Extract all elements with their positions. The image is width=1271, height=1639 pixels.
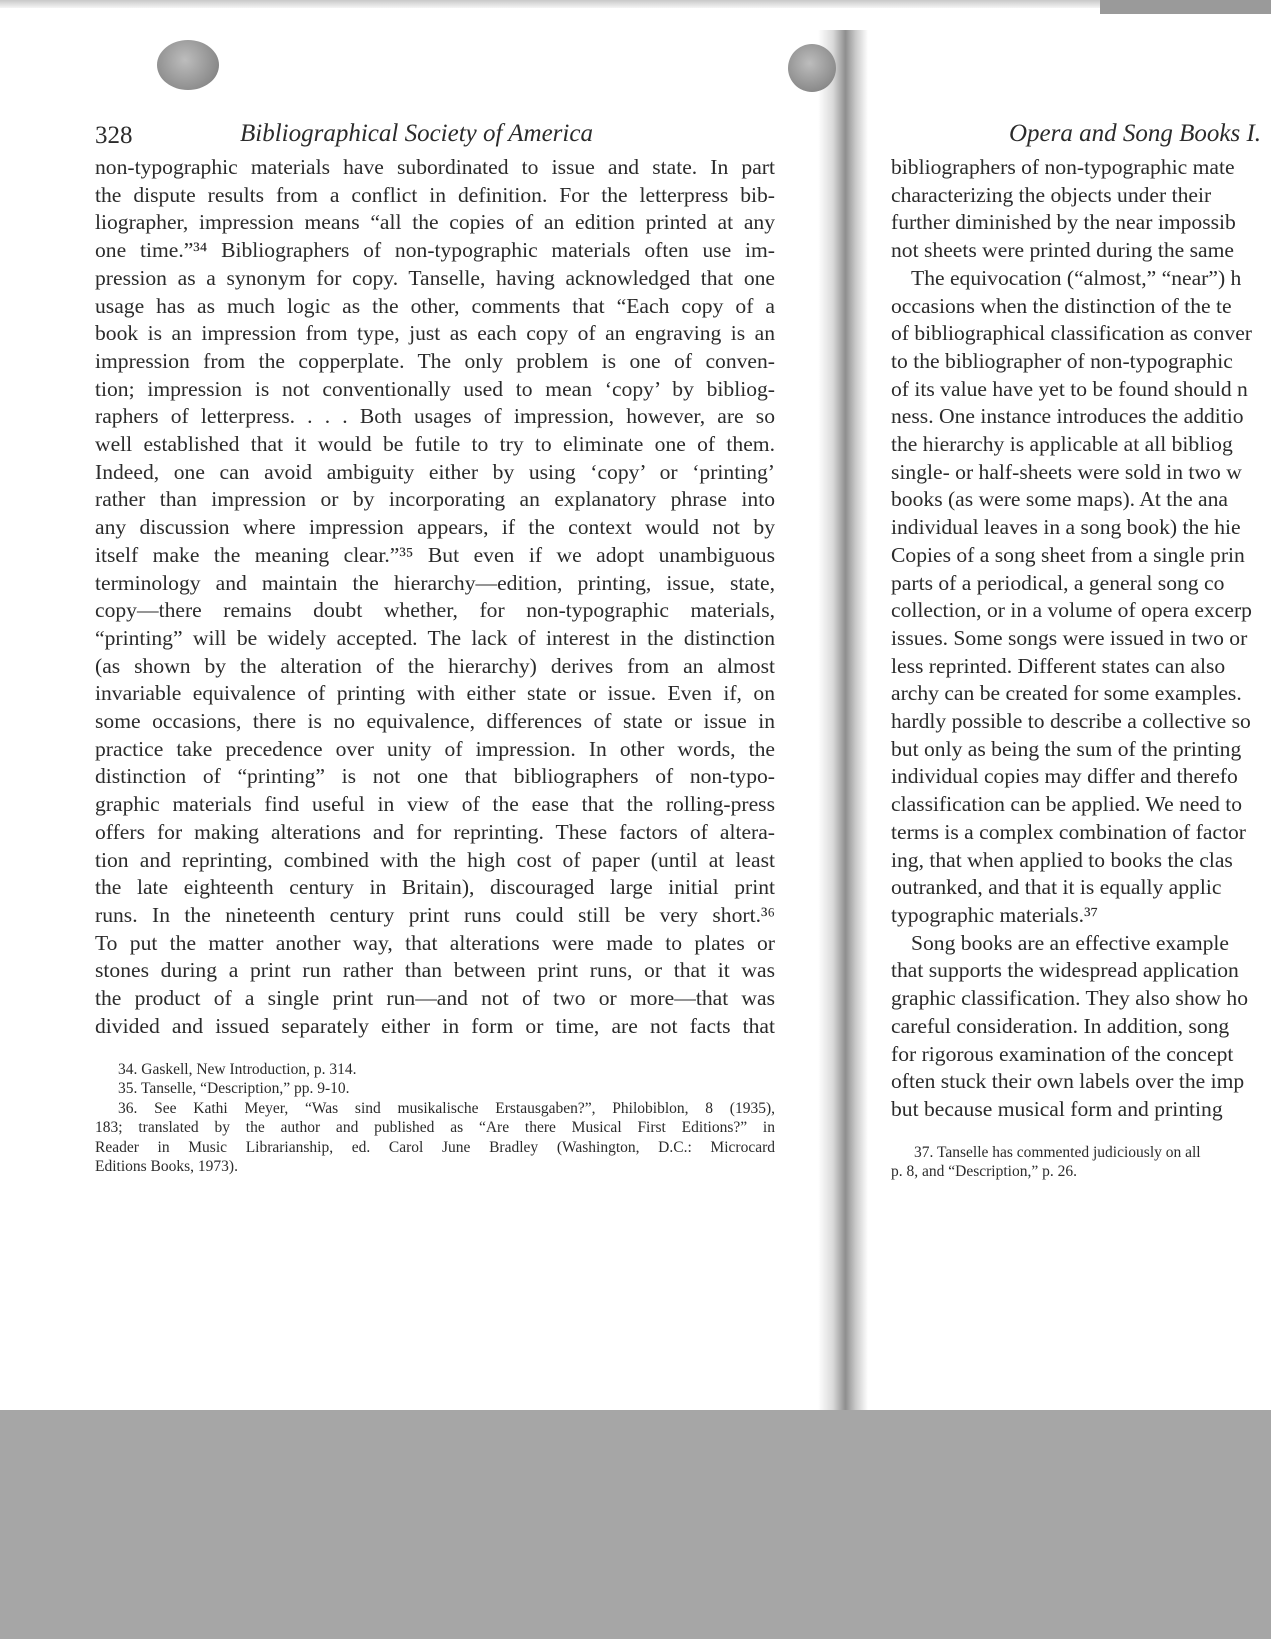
text-line: copy—there remains doubt whether, for non-typographic materials, [95, 598, 775, 623]
text-line: offers for making alterations and for reprinting. These factors of altera- [95, 819, 775, 844]
text-line: graphic materials find useful in view of the ease that the rolling-press [95, 792, 775, 817]
text-line: usage has as much logic as the other, comments that “Each copy of a [95, 293, 775, 318]
text-line: typographic materials.³⁷ [891, 902, 1099, 927]
text-line: stones during a print run rather than between print runs, or that it was [95, 958, 775, 983]
right-page [891, 118, 1271, 1248]
text-line: well established that it would be futile to try to eliminate one of them. [95, 432, 775, 457]
text-line: hardly possible to describe a collective so [891, 709, 1251, 734]
scanner-bed-background [0, 1410, 1271, 1639]
text-line: the product of a single print run—and not of two or more—that was [95, 986, 775, 1011]
text-line: single- or half-sheets were sold in two w [891, 459, 1242, 484]
text-line: to the bibliographer of non-typographic [891, 348, 1233, 373]
text-line: further diminished by the near impossib [891, 210, 1236, 235]
text-line: individual copies may differ and therefo [891, 764, 1238, 789]
text-line: book is an impression from type, just as each copy of an engraving is an [95, 321, 775, 346]
text-line: careful consideration. In addition, song [891, 1013, 1230, 1038]
footnote-37-cont: p. 8, and “Description,” p. 26. [891, 1163, 1077, 1181]
text-line: collection, or in a volume of opera excerp [891, 598, 1252, 623]
page-number: 328 [95, 122, 133, 149]
left-page [95, 118, 775, 1177]
punch-hole-left [157, 40, 219, 90]
text-line: less reprinted. Different states can also [891, 653, 1226, 678]
text-line: terminology and maintain the hierarchy—edition, printing, issue, state, [95, 570, 775, 595]
text-line: the dispute results from a conflict in definition. For the letterpress bib- [95, 182, 775, 207]
text-line: but because musical form and printing [891, 1096, 1223, 1121]
scan-top-edge [0, 0, 1271, 8]
text-line: not sheets were printed during the same [891, 238, 1235, 263]
running-title: Opera and Song Books I. [1009, 120, 1262, 147]
text-line: graphic classification. They also show ho [891, 986, 1249, 1011]
scan-top-shadow [1100, 0, 1271, 14]
text-line: tion; impression is not conventionally used to mean ‘copy’ by bibliog- [95, 376, 775, 401]
text-line: the late eighteenth century in Britain), discouraged large initial print [95, 875, 775, 900]
text-line: terms is a complex combination of factor [891, 819, 1246, 844]
text-line: issues. Some songs were issued in two or [891, 625, 1248, 650]
text-line: parts of a periodical, a general song co [891, 570, 1225, 595]
text-line: rather than impression or by incorporating an explanatory phrase into [95, 487, 775, 512]
text-line: some occasions, there is no equivalence, differences of state or issue in [95, 709, 775, 734]
text-line: one time.”³⁴ Bibliographers of non-typographic materials often use im- [95, 238, 775, 263]
book-spine-gutter [818, 30, 868, 1410]
left-footnotes [95, 1060, 775, 1177]
text-line: of bibliographical classification as conver [891, 321, 1252, 346]
footnote-36-cont: Editions Books, 1973). [95, 1158, 238, 1175]
text-line: liographer, impression means “all the copies of an edition printed at any [95, 210, 775, 235]
footnote-37: 37. Tanselle has commented judiciously on all [914, 1143, 1201, 1161]
text-line: “printing” will be widely accepted. The lack of interest in the distinction [95, 625, 775, 650]
text-line: Copies of a song sheet from a single prin [891, 542, 1245, 567]
text-line: impression from the copperplate. The only problem is one of conven- [95, 348, 775, 373]
text-line: pression as a synonym for copy. Tanselle, having acknowledged that one [95, 265, 775, 290]
text-line: archy can be created for some examples. [891, 681, 1242, 706]
footnote-36-cont: Reader in Music Librarianship, ed. Carol June Bradley (Washington, D.C.: Microcard [95, 1138, 775, 1156]
text-line: runs. In the nineteenth century print runs could still be very short.³⁶ [95, 902, 775, 927]
text-line: that supports the widespread application [891, 958, 1239, 983]
text-line: distinction of “printing” is not one that bibliographers of non-typo- [95, 764, 775, 789]
text-line: individual leaves in a song book) the hie [891, 515, 1241, 540]
text-line: books (as were some maps). At the ana [891, 487, 1229, 512]
footnote-35: 35. Tanselle, “Description,” pp. 9-10. [118, 1080, 350, 1097]
text-line: classification can be applied. We need to [891, 792, 1243, 817]
text-line: To put the matter another way, that alterations were made to plates or [95, 930, 775, 955]
text-line: itself make the meaning clear.”³⁵ But even if we adopt unambiguous [95, 542, 775, 567]
text-line: non-typographic materials have subordinated to issue and state. In part [95, 155, 775, 179]
left-running-head [95, 118, 775, 154]
footnote-36-cont: 183; translated by the author and published as “Are there Musical First Editions?” in [95, 1119, 775, 1136]
text-line: practice take precedence over unity of impression. In other words, the [95, 736, 775, 761]
text-line: of its value have yet to be found should n [891, 376, 1248, 401]
text-line: occasions when the distinction of the te [891, 293, 1232, 318]
text-line: any discussion where impression appears, if the context would not by [95, 515, 775, 540]
left-body [95, 154, 775, 1041]
text-line: ness. One instance introduces the additio [891, 404, 1244, 429]
text-line: invariable equivalence of printing with either state or issue. Even if, on [95, 681, 775, 706]
text-line: Song books are an effective example [911, 930, 1229, 955]
footnote-36: 36. See Kathi Meyer, “Was sind musikalische Erstausgaben?”, Philobiblon, 8 (1935), [118, 1099, 775, 1117]
text-line: (as shown by the alteration of the hierarchy) derives from an almost [95, 653, 775, 678]
text-line: for rigorous examination of the concept [891, 1041, 1234, 1066]
text-line: raphers of letterpress. . . . Both usages of impression, however, are so [95, 404, 775, 429]
text-line: tion and reprinting, combined with the high cost of paper (until at least [95, 847, 775, 872]
punch-hole-right [788, 44, 836, 92]
footnote-34: 34. Gaskell, New Introduction, p. 314. [118, 1060, 357, 1078]
right-footnotes [891, 1143, 1271, 1182]
right-body [891, 154, 1271, 1124]
text-line: bibliographers of non-typographic mate [891, 155, 1235, 179]
text-line: Indeed, one can avoid ambiguity either by using ‘copy’ or ‘printing’ [95, 459, 775, 484]
text-line: often stuck their own labels over the imp [891, 1069, 1245, 1094]
text-line: characterizing the objects under their [891, 182, 1212, 207]
text-line: the hierarchy is applicable at all bibliog [891, 432, 1233, 457]
text-line: ing, that when applied to books the clas [891, 847, 1233, 872]
text-line: outranked, and that it is equally applic [891, 875, 1222, 900]
running-title: Bibliographical Society of America [240, 120, 593, 147]
text-line: The equivocation (“almost,” “near”) h [911, 265, 1242, 290]
text-line: but only as being the sum of the printing [891, 736, 1242, 761]
text-line: divided and issued separately either in form or time, are not facts that [95, 1013, 775, 1038]
right-running-head [891, 118, 1271, 154]
